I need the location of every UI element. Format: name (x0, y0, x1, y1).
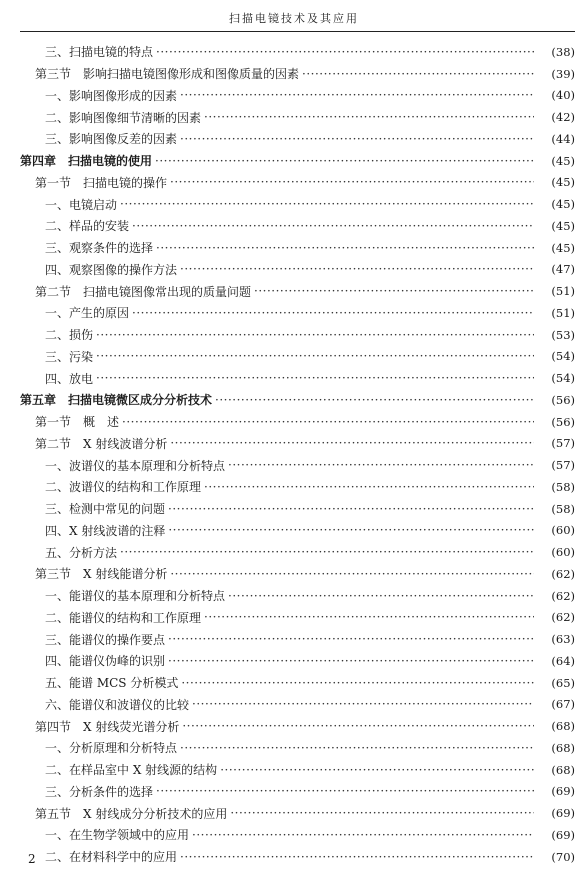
toc-entry-title: 三、扫描电镜的特点 (45, 45, 154, 60)
toc-entry-page: (42) (551, 110, 575, 125)
toc-entry-page: (63) (551, 632, 575, 647)
toc-entry-page: (60) (551, 523, 575, 538)
toc-entry-page: (56) (551, 392, 575, 407)
dot-leader (168, 523, 534, 537)
header-rule (20, 31, 575, 32)
toc-entry-page: (67) (551, 697, 575, 712)
toc-entry-title: 第二节 X 射线波谱分析 (35, 436, 168, 451)
toc-entry-page: (45) (551, 153, 575, 168)
toc-entry-page: (39) (551, 66, 575, 81)
dot-leader (132, 219, 534, 233)
toc-entry-page: (58) (551, 479, 575, 494)
toc-entry-title: 三、污染 (45, 349, 94, 364)
toc-entry (0, 150, 588, 172)
toc-entry-title: 三、观察条件的选择 (45, 241, 154, 256)
toc-entry-page: (64) (551, 653, 575, 668)
toc-entry-page: (69) (551, 784, 575, 799)
dot-leader (168, 502, 534, 516)
toc-entry-title: 二、在样品室中 X 射线源的结构 (45, 763, 218, 778)
toc-entry-title: 第五章 扫描电镜微区成分分析技术 (20, 393, 213, 408)
toc-entry (0, 737, 588, 759)
dot-leader (170, 175, 534, 189)
toc-entry-title: 第四章 扫描电镜的使用 (20, 154, 153, 169)
toc-entry (0, 367, 588, 389)
toc-entry-title: 三、检测中常见的问题 (45, 502, 166, 517)
toc-entry-page: (38) (551, 44, 575, 59)
toc-entry (0, 607, 588, 629)
toc-entry (0, 454, 588, 476)
toc-entry (0, 541, 588, 563)
toc-entry (0, 63, 588, 85)
toc-entry-page: (62) (551, 610, 575, 625)
toc-entry-page: (44) (551, 131, 575, 146)
dot-leader (170, 567, 534, 581)
toc-entry-page: (45) (551, 218, 575, 233)
toc-entry (0, 650, 588, 672)
toc-entry (0, 781, 588, 803)
toc-entry-page: (69) (551, 806, 575, 821)
toc-entry (0, 759, 588, 781)
toc-entry-page: (54) (551, 349, 575, 364)
toc-entry-title: 第四节 X 射线荧光谱分析 (35, 719, 180, 734)
toc-entry-page: (65) (551, 675, 575, 690)
dot-leader (180, 262, 534, 276)
dot-leader (204, 110, 534, 124)
toc-entry (0, 628, 588, 650)
toc-entry-page: (40) (551, 88, 575, 103)
toc-entry-title: 一、波谱仪的基本原理和分析特点 (45, 458, 226, 473)
dot-leader (181, 676, 534, 690)
dot-leader (192, 697, 534, 711)
toc-entry-title: 第二节 扫描电镜图像常出现的质量问题 (35, 284, 252, 299)
toc-entry-title: 二、在材料科学中的应用 (45, 850, 178, 865)
toc-entry (0, 563, 588, 585)
toc-entry (0, 802, 588, 824)
dot-leader (180, 850, 534, 864)
dot-leader (168, 654, 534, 668)
toc-entry-title: 一、电镜启动 (45, 197, 118, 212)
toc-entry-page: (56) (551, 414, 575, 429)
toc-entry (0, 302, 588, 324)
dot-leader (96, 371, 534, 385)
toc-entry-title: 四、X 射线波谱的注释 (45, 523, 166, 538)
toc-entry (0, 85, 588, 107)
toc-entry-page: (70) (551, 849, 575, 864)
toc-entry (0, 259, 588, 281)
toc-entry-title: 一、能谱仪的基本原理和分析特点 (45, 589, 226, 604)
dot-leader (204, 610, 534, 624)
toc-entry (0, 715, 588, 737)
dot-leader (204, 480, 534, 494)
dot-leader (122, 415, 534, 429)
dot-leader (180, 132, 534, 146)
dot-leader (120, 197, 534, 211)
toc-entry-page: (62) (551, 588, 575, 603)
toc-entry-title: 四、观察图像的操作方法 (45, 262, 178, 277)
table-of-contents (0, 41, 588, 868)
dot-leader (302, 67, 534, 81)
dot-leader (182, 719, 534, 733)
toc-entry-page: (58) (551, 501, 575, 516)
toc-entry-title: 一、影响图像形成的因素 (45, 88, 178, 103)
toc-entry-page: (47) (551, 262, 575, 277)
dot-leader (254, 284, 534, 298)
toc-entry-title: 二、波谱仪的结构和工作原理 (45, 480, 202, 495)
dot-leader (180, 741, 534, 755)
toc-entry-title: 三、影响图像反差的因素 (45, 132, 178, 147)
toc-entry (0, 389, 588, 411)
toc-entry (0, 346, 588, 368)
toc-entry-title: 三、分析条件的选择 (45, 784, 154, 799)
dot-leader (215, 393, 534, 407)
toc-entry-page: (60) (551, 545, 575, 560)
toc-entry-title: 一、在生物学领域中的应用 (45, 828, 190, 843)
toc-entry-page: (45) (551, 175, 575, 190)
toc-entry (0, 411, 588, 433)
toc-entry (0, 520, 588, 542)
toc-entry-title: 第三节 X 射线能谱分析 (35, 567, 168, 582)
toc-entry-page: (69) (551, 827, 575, 842)
dot-leader (228, 458, 534, 472)
toc-entry-title: 二、样品的安装 (45, 219, 130, 234)
toc-entry (0, 280, 588, 302)
dot-leader (228, 589, 534, 603)
dot-leader (156, 45, 534, 59)
toc-entry-page: (68) (551, 762, 575, 777)
toc-entry (0, 237, 588, 259)
toc-entry-page: (51) (551, 305, 575, 320)
toc-entry-title: 一、分析原理和分析特点 (45, 741, 178, 756)
toc-entry-title: 二、损伤 (45, 328, 94, 343)
toc-entry-page: (51) (551, 284, 575, 299)
toc-entry (0, 476, 588, 498)
toc-entry (0, 694, 588, 716)
toc-entry-page: (68) (551, 740, 575, 755)
toc-entry (0, 585, 588, 607)
toc-entry (0, 41, 588, 63)
toc-entry-page: (45) (551, 240, 575, 255)
toc-entry-title: 六、能谱仪和波谱仪的比较 (45, 697, 190, 712)
dot-leader (120, 545, 534, 559)
running-header: 扫描电镜技术及其应用 (229, 12, 359, 25)
dot-leader (132, 306, 534, 320)
toc-entry (0, 128, 588, 150)
dot-leader (96, 328, 534, 342)
toc-entry-title: 一、产生的原因 (45, 306, 130, 321)
toc-entry-title: 二、影响图像细节清晰的因素 (45, 110, 202, 125)
toc-entry-title: 四、能谱仪伪峰的识别 (45, 654, 166, 669)
toc-entry (0, 672, 588, 694)
dot-leader (155, 154, 534, 168)
toc-entry-page: (54) (551, 371, 575, 386)
toc-entry-title: 第三节 影响扫描电镜图像形成和图像质量的因素 (35, 67, 300, 82)
toc-entry (0, 106, 588, 128)
toc-entry-page: (53) (551, 327, 575, 342)
toc-entry-title: 第五节 X 射线成分分析技术的应用 (35, 806, 228, 821)
toc-entry-title: 五、能谱 MCS 分析模式 (45, 676, 179, 691)
dot-leader (180, 88, 534, 102)
dot-leader (156, 241, 534, 255)
toc-entry (0, 172, 588, 194)
dot-leader (156, 784, 534, 798)
toc-entry-page: (45) (551, 197, 575, 212)
toc-entry (0, 498, 588, 520)
toc-entry-title: 五、分析方法 (45, 545, 118, 560)
toc-entry (0, 846, 588, 868)
dot-leader (230, 806, 534, 820)
toc-entry (0, 824, 588, 846)
dot-leader (168, 632, 534, 646)
toc-entry-page: (57) (551, 458, 575, 473)
dot-leader (220, 763, 534, 777)
toc-entry-page: (68) (551, 719, 575, 734)
dot-leader (192, 828, 534, 842)
toc-entry-page: (57) (551, 436, 575, 451)
toc-entry-title: 二、能谱仪的结构和工作原理 (45, 610, 202, 625)
toc-entry (0, 215, 588, 237)
toc-entry (0, 433, 588, 455)
dot-leader (96, 349, 534, 363)
toc-entry-title: 第一节 扫描电镜的操作 (35, 175, 168, 190)
toc-entry-title: 四、放电 (45, 371, 94, 386)
toc-entry (0, 193, 588, 215)
dot-leader (170, 436, 534, 450)
page-number: 2 (28, 852, 36, 866)
toc-entry-title: 三、能谱仪的操作要点 (45, 632, 166, 647)
toc-entry-title: 第一节 概 述 (35, 415, 120, 430)
toc-entry-page: (62) (551, 566, 575, 581)
toc-entry (0, 324, 588, 346)
